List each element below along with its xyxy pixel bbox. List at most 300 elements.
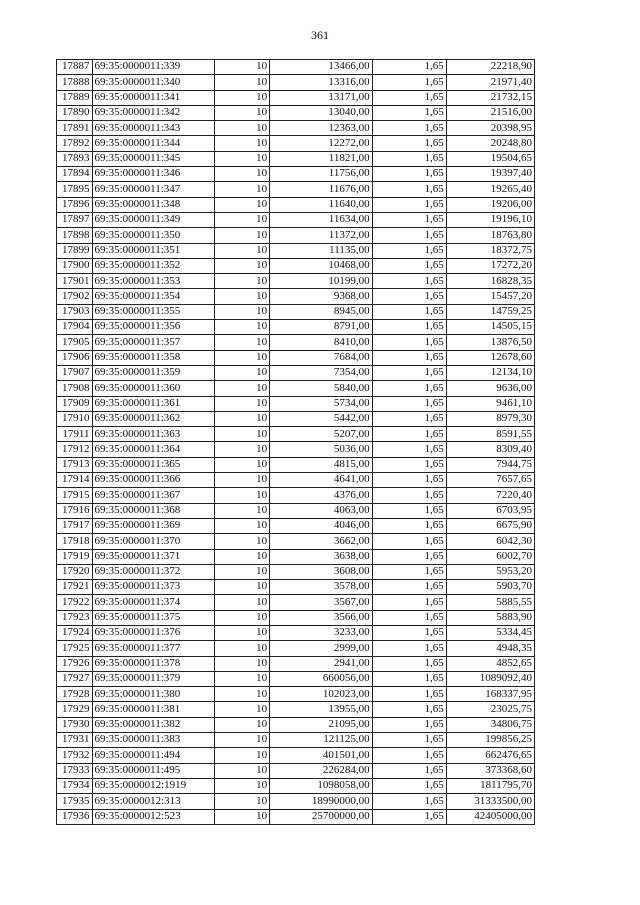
rate-group-cell: 10 [215, 90, 270, 105]
area-cell: 13040,00 [270, 105, 373, 120]
rate-group-cell: 10 [215, 809, 270, 824]
row-number-cell: 17936 [57, 809, 93, 824]
table-row [57, 75, 535, 90]
table-row [57, 182, 535, 197]
row-number-cell: 17900 [57, 258, 93, 273]
table-row [57, 320, 535, 335]
table-row [57, 625, 535, 640]
cadastral-number-cell: 69:35:0000011:367 [92, 488, 215, 503]
coefficient-cell: 1,65 [372, 549, 446, 564]
row-number-cell: 17927 [57, 671, 93, 686]
row-number-cell: 17933 [57, 763, 93, 778]
coefficient-cell: 1,65 [372, 396, 446, 411]
row-number-cell: 17893 [57, 151, 93, 166]
amount-cell: 20398,95 [446, 121, 534, 136]
rate-group-cell: 10 [215, 411, 270, 426]
cadastral-number-cell: 69:35:0000011:354 [92, 289, 215, 304]
table-row [57, 518, 535, 533]
table-row [57, 289, 535, 304]
rate-group-cell: 10 [215, 151, 270, 166]
amount-cell: 15457,20 [446, 289, 534, 304]
row-number-cell: 17920 [57, 564, 93, 579]
coefficient-cell: 1,65 [372, 625, 446, 640]
table-row [57, 457, 535, 472]
amount-cell: 34806,75 [446, 717, 534, 732]
amount-cell: 6002,70 [446, 549, 534, 564]
area-cell: 25700000,00 [270, 809, 373, 824]
table-row [57, 763, 535, 778]
table-row [57, 503, 535, 518]
table-row [57, 105, 535, 120]
table-row [57, 748, 535, 763]
rate-group-cell: 10 [215, 473, 270, 488]
table-row [57, 671, 535, 686]
cadastral-number-cell: 69:35:0000011:373 [92, 580, 215, 595]
row-number-cell: 17889 [57, 90, 93, 105]
cadastral-number-cell: 69:35:0000011:352 [92, 258, 215, 273]
row-number-cell: 17891 [57, 121, 93, 136]
cadastral-number-cell: 69:35:0000011:345 [92, 151, 215, 166]
rate-group-cell: 10 [215, 167, 270, 182]
area-cell: 660056,00 [270, 671, 373, 686]
amount-cell: 31333500,00 [446, 794, 534, 809]
row-number-cell: 17887 [57, 60, 93, 75]
cadastral-number-cell: 69:35:0000011:339 [92, 60, 215, 75]
cadastral-number-cell: 69:35:0000012:523 [92, 809, 215, 824]
data-table [56, 59, 535, 825]
area-cell: 11634,00 [270, 212, 373, 227]
area-cell: 3608,00 [270, 564, 373, 579]
table-row [57, 381, 535, 396]
rate-group-cell: 10 [215, 381, 270, 396]
amount-cell: 1811795,70 [446, 778, 534, 793]
cadastral-number-cell: 69:35:0000011:349 [92, 212, 215, 227]
coefficient-cell: 1,65 [372, 289, 446, 304]
table-row [57, 411, 535, 426]
area-cell: 11372,00 [270, 228, 373, 243]
amount-cell: 1089092,40 [446, 671, 534, 686]
rate-group-cell: 10 [215, 641, 270, 656]
rate-group-cell: 10 [215, 75, 270, 90]
cadastral-number-cell: 69:35:0000011:377 [92, 641, 215, 656]
amount-cell: 168337,95 [446, 687, 534, 702]
coefficient-cell: 1,65 [372, 610, 446, 625]
cadastral-number-cell: 69:35:0000011:365 [92, 457, 215, 472]
coefficient-cell: 1,65 [372, 90, 446, 105]
coefficient-cell: 1,65 [372, 105, 446, 120]
table-row [57, 427, 535, 442]
rate-group-cell: 10 [215, 671, 270, 686]
area-cell: 4046,00 [270, 518, 373, 533]
area-cell: 13466,00 [270, 60, 373, 75]
row-number-cell: 17912 [57, 442, 93, 457]
cadastral-number-cell: 69:35:0000011:375 [92, 610, 215, 625]
area-cell: 226284,00 [270, 763, 373, 778]
coefficient-cell: 1,65 [372, 304, 446, 319]
amount-cell: 21516,00 [446, 105, 534, 120]
row-number-cell: 17890 [57, 105, 93, 120]
cadastral-number-cell: 69:35:0000011:371 [92, 549, 215, 564]
amount-cell: 14759,25 [446, 304, 534, 319]
cadastral-number-cell: 69:35:0000011:376 [92, 625, 215, 640]
coefficient-cell: 1,65 [372, 503, 446, 518]
cadastral-number-cell: 69:35:0000011:369 [92, 518, 215, 533]
row-number-cell: 17901 [57, 274, 93, 289]
area-cell: 11821,00 [270, 151, 373, 166]
cadastral-number-cell: 69:35:0000011:360 [92, 381, 215, 396]
coefficient-cell: 1,65 [372, 748, 446, 763]
rate-group-cell: 10 [215, 702, 270, 717]
cadastral-number-cell: 69:35:0000011:356 [92, 320, 215, 335]
area-cell: 7354,00 [270, 365, 373, 380]
rate-group-cell: 10 [215, 564, 270, 579]
table-row [57, 549, 535, 564]
area-cell: 7684,00 [270, 350, 373, 365]
table-row [57, 488, 535, 503]
table-row [57, 473, 535, 488]
rate-group-cell: 10 [215, 212, 270, 227]
coefficient-cell: 1,65 [372, 809, 446, 824]
area-cell: 8410,00 [270, 335, 373, 350]
table-row [57, 212, 535, 227]
coefficient-cell: 1,65 [372, 274, 446, 289]
rate-group-cell: 10 [215, 427, 270, 442]
cadastral-number-cell: 69:35:0000011:343 [92, 121, 215, 136]
rate-group-cell: 10 [215, 350, 270, 365]
coefficient-cell: 1,65 [372, 794, 446, 809]
row-number-cell: 17918 [57, 534, 93, 549]
table-row [57, 167, 535, 182]
area-cell: 12363,00 [270, 121, 373, 136]
amount-cell: 8591,55 [446, 427, 534, 442]
rate-group-cell: 10 [215, 580, 270, 595]
amount-cell: 8979,30 [446, 411, 534, 426]
cadastral-number-cell: 69:35:0000011:358 [92, 350, 215, 365]
rate-group-cell: 10 [215, 105, 270, 120]
table-row [57, 396, 535, 411]
coefficient-cell: 1,65 [372, 258, 446, 273]
area-cell: 13955,00 [270, 702, 373, 717]
table-row [57, 534, 535, 549]
rate-group-cell: 10 [215, 396, 270, 411]
row-number-cell: 17892 [57, 136, 93, 151]
table-row [57, 121, 535, 136]
table-row [57, 687, 535, 702]
amount-cell: 19196,10 [446, 212, 534, 227]
rate-group-cell: 10 [215, 335, 270, 350]
table-row [57, 656, 535, 671]
amount-cell: 6042,30 [446, 534, 534, 549]
row-number-cell: 17916 [57, 503, 93, 518]
area-cell: 102023,00 [270, 687, 373, 702]
coefficient-cell: 1,65 [372, 595, 446, 610]
table-row [57, 243, 535, 258]
amount-cell: 17272,20 [446, 258, 534, 273]
row-number-cell: 17904 [57, 320, 93, 335]
coefficient-cell: 1,65 [372, 580, 446, 595]
area-cell: 18990000,00 [270, 794, 373, 809]
table-row [57, 564, 535, 579]
coefficient-cell: 1,65 [372, 442, 446, 457]
row-number-cell: 17915 [57, 488, 93, 503]
amount-cell: 12678,60 [446, 350, 534, 365]
rate-group-cell: 10 [215, 289, 270, 304]
row-number-cell: 17907 [57, 365, 93, 380]
cadastral-number-cell: 69:35:0000011:370 [92, 534, 215, 549]
coefficient-cell: 1,65 [372, 350, 446, 365]
coefficient-cell: 1,65 [372, 411, 446, 426]
row-number-cell: 17913 [57, 457, 93, 472]
amount-cell: 6675,90 [446, 518, 534, 533]
rate-group-cell: 10 [215, 488, 270, 503]
cadastral-number-cell: 69:35:0000011:361 [92, 396, 215, 411]
coefficient-cell: 1,65 [372, 733, 446, 748]
amount-cell: 22218,90 [446, 60, 534, 75]
table-row [57, 258, 535, 273]
coefficient-cell: 1,65 [372, 488, 446, 503]
area-cell: 3662,00 [270, 534, 373, 549]
table-row [57, 228, 535, 243]
area-cell: 13171,00 [270, 90, 373, 105]
cadastral-number-cell: 69:35:0000011:368 [92, 503, 215, 518]
row-number-cell: 17928 [57, 687, 93, 702]
cadastral-number-cell: 69:35:0000011:346 [92, 167, 215, 182]
cadastral-number-cell: 69:35:0000011:381 [92, 702, 215, 717]
area-cell: 11756,00 [270, 167, 373, 182]
coefficient-cell: 1,65 [372, 778, 446, 793]
cadastral-number-cell: 69:35:0000011:383 [92, 733, 215, 748]
rate-group-cell: 10 [215, 182, 270, 197]
row-number-cell: 17902 [57, 289, 93, 304]
row-number-cell: 17897 [57, 212, 93, 227]
coefficient-cell: 1,65 [372, 167, 446, 182]
rate-group-cell: 10 [215, 748, 270, 763]
amount-cell: 12134,10 [446, 365, 534, 380]
cadastral-number-cell: 69:35:0000011:363 [92, 427, 215, 442]
rate-group-cell: 10 [215, 136, 270, 151]
cadastral-number-cell: 69:35:0000011:348 [92, 197, 215, 212]
cadastral-number-cell: 69:35:0000011:347 [92, 182, 215, 197]
coefficient-cell: 1,65 [372, 136, 446, 151]
table-row [57, 733, 535, 748]
rate-group-cell: 10 [215, 534, 270, 549]
table-row [57, 595, 535, 610]
amount-cell: 7220,40 [446, 488, 534, 503]
row-number-cell: 17923 [57, 610, 93, 625]
row-number-cell: 17903 [57, 304, 93, 319]
area-cell: 401501,00 [270, 748, 373, 763]
row-number-cell: 17894 [57, 167, 93, 182]
table-row [57, 442, 535, 457]
coefficient-cell: 1,65 [372, 121, 446, 136]
area-cell: 3638,00 [270, 549, 373, 564]
rate-group-cell: 10 [215, 197, 270, 212]
row-number-cell: 17925 [57, 641, 93, 656]
rate-group-cell: 10 [215, 320, 270, 335]
cadastral-number-cell: 69:35:0000012:1919 [92, 778, 215, 793]
row-number-cell: 17910 [57, 411, 93, 426]
area-cell: 5207,00 [270, 427, 373, 442]
cadastral-number-cell: 69:35:0000011:372 [92, 564, 215, 579]
rate-group-cell: 10 [215, 610, 270, 625]
row-number-cell: 17914 [57, 473, 93, 488]
coefficient-cell: 1,65 [372, 212, 446, 227]
cadastral-number-cell: 69:35:0000011:355 [92, 304, 215, 319]
amount-cell: 19265,40 [446, 182, 534, 197]
area-cell: 12272,00 [270, 136, 373, 151]
rate-group-cell: 10 [215, 518, 270, 533]
area-cell: 3567,00 [270, 595, 373, 610]
area-cell: 21095,00 [270, 717, 373, 732]
row-number-cell: 17934 [57, 778, 93, 793]
coefficient-cell: 1,65 [372, 320, 446, 335]
area-cell: 2941,00 [270, 656, 373, 671]
cadastral-number-cell: 69:35:0000011:495 [92, 763, 215, 778]
area-cell: 5036,00 [270, 442, 373, 457]
rate-group-cell: 10 [215, 717, 270, 732]
amount-cell: 9636,00 [446, 381, 534, 396]
rate-group-cell: 10 [215, 656, 270, 671]
amount-cell: 19206,00 [446, 197, 534, 212]
amount-cell: 14505,15 [446, 320, 534, 335]
row-number-cell: 17908 [57, 381, 93, 396]
cadastral-number-cell: 69:35:0000011:340 [92, 75, 215, 90]
coefficient-cell: 1,65 [372, 534, 446, 549]
rate-group-cell: 10 [215, 60, 270, 75]
row-number-cell: 17896 [57, 197, 93, 212]
amount-cell: 4852,65 [446, 656, 534, 671]
area-cell: 8791,00 [270, 320, 373, 335]
row-number-cell: 17922 [57, 595, 93, 610]
table-row [57, 641, 535, 656]
amount-cell: 16828,35 [446, 274, 534, 289]
area-cell: 4815,00 [270, 457, 373, 472]
area-cell: 8945,00 [270, 304, 373, 319]
rate-group-cell: 10 [215, 625, 270, 640]
coefficient-cell: 1,65 [372, 197, 446, 212]
table-body [57, 60, 535, 825]
row-number-cell: 17926 [57, 656, 93, 671]
table-row [57, 365, 535, 380]
cadastral-number-cell: 69:35:0000011:379 [92, 671, 215, 686]
row-number-cell: 17898 [57, 228, 93, 243]
coefficient-cell: 1,65 [372, 702, 446, 717]
row-number-cell: 17932 [57, 748, 93, 763]
table-row [57, 717, 535, 732]
coefficient-cell: 1,65 [372, 671, 446, 686]
cadastral-number-cell: 69:35:0000011:494 [92, 748, 215, 763]
coefficient-cell: 1,65 [372, 427, 446, 442]
rate-group-cell: 10 [215, 228, 270, 243]
area-cell: 1098058,00 [270, 778, 373, 793]
rate-group-cell: 10 [215, 243, 270, 258]
coefficient-cell: 1,65 [372, 656, 446, 671]
coefficient-cell: 1,65 [372, 518, 446, 533]
table-row [57, 274, 535, 289]
amount-cell: 5953,20 [446, 564, 534, 579]
coefficient-cell: 1,65 [372, 381, 446, 396]
rate-group-cell: 10 [215, 304, 270, 319]
cadastral-number-cell: 69:35:0000011:357 [92, 335, 215, 350]
amount-cell: 21971,40 [446, 75, 534, 90]
rate-group-cell: 10 [215, 595, 270, 610]
row-number-cell: 17888 [57, 75, 93, 90]
area-cell: 11676,00 [270, 182, 373, 197]
row-number-cell: 17895 [57, 182, 93, 197]
coefficient-cell: 1,65 [372, 151, 446, 166]
table-row [57, 136, 535, 151]
row-number-cell: 17906 [57, 350, 93, 365]
rate-group-cell: 10 [215, 763, 270, 778]
rate-group-cell: 10 [215, 457, 270, 472]
amount-cell: 23025,75 [446, 702, 534, 717]
row-number-cell: 17924 [57, 625, 93, 640]
amount-cell: 8309,40 [446, 442, 534, 457]
row-number-cell: 17935 [57, 794, 93, 809]
coefficient-cell: 1,65 [372, 60, 446, 75]
amount-cell: 6703,95 [446, 503, 534, 518]
table-row [57, 778, 535, 793]
table-row [57, 794, 535, 809]
table-row [57, 610, 535, 625]
row-number-cell: 17905 [57, 335, 93, 350]
area-cell: 3578,00 [270, 580, 373, 595]
area-cell: 11135,00 [270, 243, 373, 258]
area-cell: 4376,00 [270, 488, 373, 503]
cadastral-number-cell: 69:35:0000011:359 [92, 365, 215, 380]
area-cell: 5734,00 [270, 396, 373, 411]
table-row [57, 580, 535, 595]
area-cell: 4641,00 [270, 473, 373, 488]
amount-cell: 5883,90 [446, 610, 534, 625]
coefficient-cell: 1,65 [372, 717, 446, 732]
cadastral-number-cell: 69:35:0000011:342 [92, 105, 215, 120]
coefficient-cell: 1,65 [372, 228, 446, 243]
table-row [57, 151, 535, 166]
area-cell: 5442,00 [270, 411, 373, 426]
cadastral-number-cell: 69:35:0000011:378 [92, 656, 215, 671]
table-row [57, 90, 535, 105]
row-number-cell: 17929 [57, 702, 93, 717]
table-row [57, 304, 535, 319]
cadastral-number-cell: 69:35:0000011:353 [92, 274, 215, 289]
area-cell: 121125,00 [270, 733, 373, 748]
cadastral-number-cell: 69:35:0000011:366 [92, 473, 215, 488]
area-cell: 3566,00 [270, 610, 373, 625]
rate-group-cell: 10 [215, 549, 270, 564]
cadastral-number-cell: 69:35:0000011:362 [92, 411, 215, 426]
row-number-cell: 17909 [57, 396, 93, 411]
cadastral-number-cell: 69:35:0000011:374 [92, 595, 215, 610]
row-number-cell: 17899 [57, 243, 93, 258]
table-row [57, 350, 535, 365]
area-cell: 4063,00 [270, 503, 373, 518]
area-cell: 5840,00 [270, 381, 373, 396]
rate-group-cell: 10 [215, 687, 270, 702]
coefficient-cell: 1,65 [372, 763, 446, 778]
cadastral-number-cell: 69:35:0000012:313 [92, 794, 215, 809]
rate-group-cell: 10 [215, 733, 270, 748]
coefficient-cell: 1,65 [372, 687, 446, 702]
amount-cell: 42405000,00 [446, 809, 534, 824]
rate-group-cell: 10 [215, 794, 270, 809]
amount-cell: 7944,75 [446, 457, 534, 472]
coefficient-cell: 1,65 [372, 243, 446, 258]
cadastral-number-cell: 69:35:0000011:380 [92, 687, 215, 702]
amount-cell: 18372,75 [446, 243, 534, 258]
area-cell: 9368,00 [270, 289, 373, 304]
table-row [57, 335, 535, 350]
